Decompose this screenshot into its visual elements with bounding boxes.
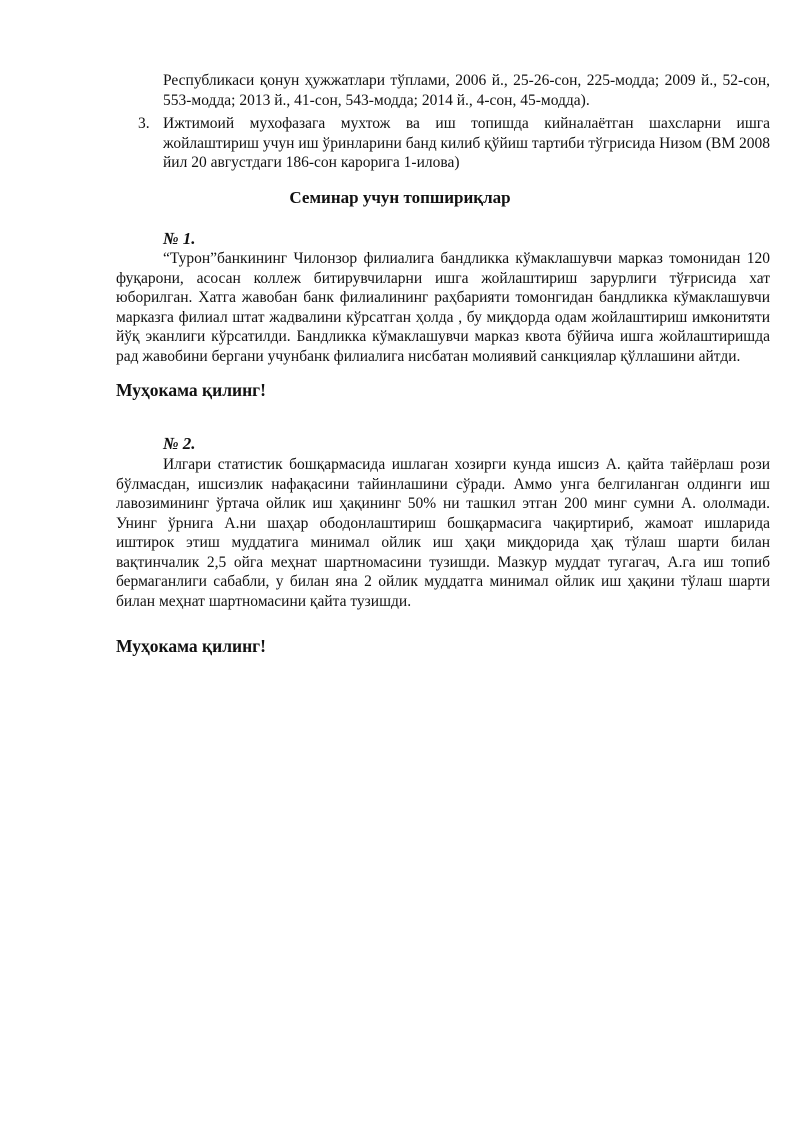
task-text: Илгари статистик бошқармасида ишлаган хозирги кунда ишсиз А. қайта тайёрлаш рози бўлмасдан, ишсизлик нафақасини тайинлашини сўради. Аммо унга белгиланган олдинги иш лавозимининг ўртача ойлик иш ҳақининг 50% ни ташкил этган 200 минг сумни А. ололмади. Унинг ўрнига А.ни шаҳар ободонлаштириш бошқармасига чақиртириб, жамоат ишларида иштирок этиш муддатига минимал ойлик иш ҳақи миқдорида ҳақ тўлаш шарти билан вақтинчалик 2,5 ойга меҳнат шартномасини тузишди. Мазкур муддат тугагач, А.га иш топиб бермаганлиги сабабли, у билан яна 2 ойлик муддатга минимал ойлик иш ҳақини тўлаш шарти билан меҳнат шартномасини қайта тузишди. [116, 456, 770, 610]
law-reference-continuation: Республикаси қонун ҳужжатлари тўплами, 2006 й., 25-26-сон, 225-модда; 2009 й., 52-сон, 553-модда; 2013 й., 41-сон, 543-модда; 2014 й., 4-сон, 45-модда). [163, 72, 770, 109]
task-number: № 2. [163, 434, 196, 453]
discuss-prompt: Муҳокама қилинг! [116, 380, 266, 400]
task-number: № 1. [163, 229, 196, 248]
discuss-prompt: Муҳокама қилинг! [116, 636, 266, 656]
task-text: “Турон”банкининг Чилонзор филиалига бандликка кўмаклашувчи марказ томонидан 120 фуқарони, асосан коллеж битирувчиларни ишга жойлаштириш зарурлиги тўғрисида хат юборилган. Хатга жавобан банк филиалининг раҳбарияти томонгидан бандликка кўмаклашувчи марказга филиал штат жадвалини кўрсатган ҳолда , бу миқдорда одам жойлаштириш имконитяти йўқ эканлиги кўрсатилди. Бандликка кўмаклашувчи марказ квота бўйича ишга жойлаштиришда рад жавобини бергани учунбанк филиалига нисбатан молиявий санкциялар қўллашини айтди. [116, 250, 770, 365]
section-title: Семинар учун топшириқлар [289, 188, 511, 207]
list-item-text: Ижтимоий мухофазага мухтож ва иш топишда кийналаётган шахсларни ишга жойлаштириш учун иш ўринларини банд килиб қўйиш тартиби тўгрисида Низом (ВМ 2008 йил 20 августдаги 186-сон карорига 1-илова) [163, 115, 770, 171]
list-item-number: 3. [138, 115, 150, 132]
